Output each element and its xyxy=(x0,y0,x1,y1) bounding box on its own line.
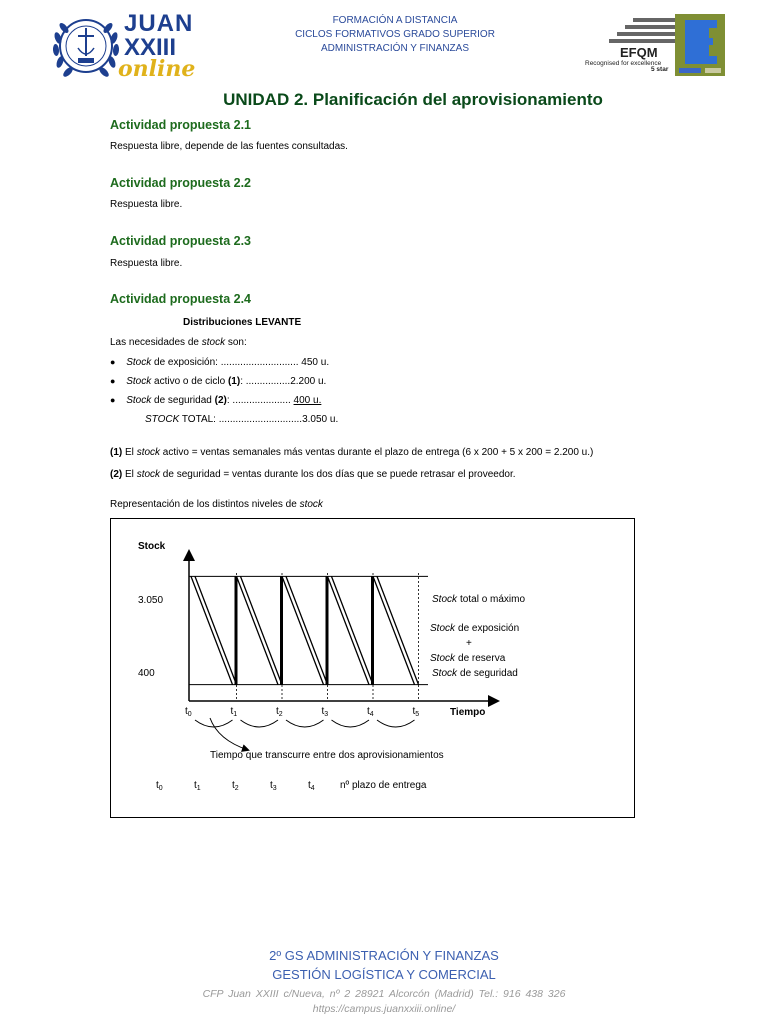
footer-subject: GESTIÓN LOGÍSTICA Y COMERCIAL xyxy=(272,967,496,982)
note-1-stock: stock xyxy=(136,447,161,458)
needs-intro-a: Las necesidades de xyxy=(110,337,202,348)
activity-text-2-3: Respuesta libre. xyxy=(110,258,183,269)
list-item xyxy=(110,375,326,388)
efqm-name: EFQM xyxy=(620,45,658,60)
efqm-tagline: Recognised for excellence xyxy=(585,60,662,67)
total-value: TOTAL: ..............................3.050 u. xyxy=(179,414,339,425)
item-rest: activo o de ciclo xyxy=(151,376,228,387)
logo-text-juan: JUAN xyxy=(124,10,194,37)
y-axis-label: Stock xyxy=(138,541,166,552)
note-1-b: activo = ventas semanales más ventas durante el plazo de entrega (6 x 200 + 5 x 200 = 2.200 u.) xyxy=(160,447,594,458)
unit-title: UNIDAD 2. Planificación del aprovisionamiento xyxy=(223,90,603,109)
header-line-3: ADMINISTRACIÓN Y FINANZAS xyxy=(321,43,469,54)
item-tail: : ..................... xyxy=(226,395,294,406)
laurel-seal-icon xyxy=(48,8,124,84)
needs-intro xyxy=(110,336,247,349)
restock-bar xyxy=(326,576,329,684)
note-2-b: de seguridad = ventas durante los dos días que se puede retrasar el proveedor. xyxy=(160,469,516,480)
activity-title-2-1: Actividad propuesta 2.1 xyxy=(110,118,252,132)
company-name: Distribuciones LEVANTE xyxy=(183,317,302,328)
activity-text-2-1: Respuesta libre, depende de las fuentes consultadas. xyxy=(110,141,348,152)
list-item xyxy=(110,356,329,369)
stock-depletion-line xyxy=(237,576,279,684)
lead-time-tick: $t_3$ xyxy=(270,780,277,792)
logo-text-xxiii: XXIII xyxy=(124,34,177,61)
repr-text: Representación de los distintos niveles de xyxy=(110,499,300,510)
bullet-icon: ● xyxy=(110,395,116,405)
footer-course: 2º GS ADMINISTRACIÓN Y FINANZAS xyxy=(269,948,499,963)
footer-address: CFP Juan XXIII c/Nueva, nº 2 28921 Alcorcón (Madrid) Tel.: 916 438 326 xyxy=(202,988,566,1000)
activity-title-2-4: Actividad propuesta 2.4 xyxy=(110,292,252,306)
needs-intro-b: son: xyxy=(225,337,247,348)
repr-stock: stock xyxy=(299,499,323,510)
item-ref: (1) xyxy=(227,376,241,387)
activity-title-2-3: Actividad propuesta 2.3 xyxy=(110,234,252,248)
interval-brace xyxy=(286,720,324,727)
bullet-icon: ● xyxy=(110,357,116,367)
representation-caption xyxy=(110,498,323,511)
stock-depletion-line xyxy=(195,576,237,684)
ann-max-text: total o máximo xyxy=(460,594,526,605)
y-tick-label: 400 xyxy=(138,668,155,679)
annotation-max xyxy=(432,594,525,605)
total-stock-word: STOCK xyxy=(145,414,180,425)
x-tick-label: $t_0$ xyxy=(185,706,192,718)
interval-brace xyxy=(377,720,415,727)
ann-exposicion-text: de exposición xyxy=(458,623,520,634)
header-line-2: CICLOS FORMATIVOS GRADO SUPERIOR xyxy=(295,29,495,40)
stock-depletion-line xyxy=(328,576,370,684)
note-2-ref: (2) xyxy=(110,469,123,480)
ann-reserva-text: de reserva xyxy=(458,653,506,664)
stock-depletion-line xyxy=(377,576,419,684)
stock-depletion-line xyxy=(191,576,233,684)
note-2-a: El xyxy=(122,469,137,480)
interval-caption: Tiempo que transcurre entre dos aprovisionamientos xyxy=(210,750,444,761)
lead-time-tick: $t_1$ xyxy=(194,780,201,792)
excellence-e-icon xyxy=(675,14,725,76)
stock-depletion-line xyxy=(286,576,328,684)
y-tick-label: 3.050 xyxy=(138,595,164,606)
stock-depletion-line xyxy=(373,576,415,684)
needs-intro-stock: stock xyxy=(201,337,226,348)
interval-brace xyxy=(241,720,279,727)
header-line-1: FORMACIÓN A DISTANCIA xyxy=(332,15,458,26)
note-1-ref: (1) xyxy=(110,447,123,458)
lead-time-tick: $t_2$ xyxy=(232,780,239,792)
interval-brace xyxy=(332,720,370,727)
list-item xyxy=(110,394,321,407)
annotation-reserva xyxy=(430,653,506,664)
bullet-icon: ● xyxy=(110,376,116,386)
note-1 xyxy=(110,446,593,459)
stock-depletion-line xyxy=(241,576,283,684)
lead-time-tick: $t_4$ xyxy=(308,780,315,792)
ann-stock-word: Stock xyxy=(430,623,456,634)
item-stock: Stock xyxy=(126,395,152,406)
note-2-stock: stock xyxy=(136,469,161,480)
x-axis-label: Tiempo xyxy=(450,707,486,718)
item-rest: de exposición: ............................ 450 u. xyxy=(151,357,330,368)
restock-bar xyxy=(371,576,374,684)
activity-title-2-2: Actividad propuesta 2.2 xyxy=(110,176,252,190)
ann-stock-word: Stock xyxy=(432,594,458,605)
x-tick-label: $t_5$ xyxy=(412,706,420,718)
footer-url[interactable]: https://campus.juanxxiii.online/ xyxy=(312,1003,456,1015)
note-1-a: El xyxy=(122,447,137,458)
stock-levels-chart xyxy=(110,518,635,818)
annotation-plus: + xyxy=(466,638,472,649)
item-stock: Stock xyxy=(126,357,152,368)
x-tick-label: $t_3$ xyxy=(321,706,329,718)
x-tick-label: $t_4$ xyxy=(367,706,374,718)
ann-stock-word: Stock xyxy=(432,668,458,679)
stock-total-line xyxy=(145,413,338,426)
excellence-badge xyxy=(675,14,725,76)
ann-seguridad-text: de seguridad xyxy=(460,668,518,679)
item-rest: de seguridad xyxy=(151,395,215,406)
item-ref: (2) xyxy=(214,395,227,406)
efqm-stripes-icon xyxy=(583,18,675,48)
item-tail: : ................2.200 u. xyxy=(240,376,327,387)
stock-depletion-line xyxy=(282,576,324,684)
stock-depletion-line xyxy=(332,576,374,684)
x-tick-label: $t_2$ xyxy=(276,706,283,718)
lead-time-tick: $t_0$ xyxy=(156,780,163,792)
lead-time-label: nº plazo de entrega xyxy=(340,780,427,791)
ann-stock-word: Stock xyxy=(430,653,456,664)
logo-text-online: online xyxy=(118,56,196,82)
annotation-seguridad xyxy=(432,668,518,679)
note-2 xyxy=(110,468,516,481)
restock-bar xyxy=(235,576,238,684)
item-value: 400 u. xyxy=(293,395,322,406)
restock-bar xyxy=(280,576,283,684)
annotation-exposicion xyxy=(430,623,519,634)
x-tick-label: $t_1$ xyxy=(230,706,238,718)
activity-text-2-2: Respuesta libre. xyxy=(110,199,183,210)
efqm-stars: 5 star xyxy=(651,66,669,73)
item-stock: Stock xyxy=(126,376,152,387)
